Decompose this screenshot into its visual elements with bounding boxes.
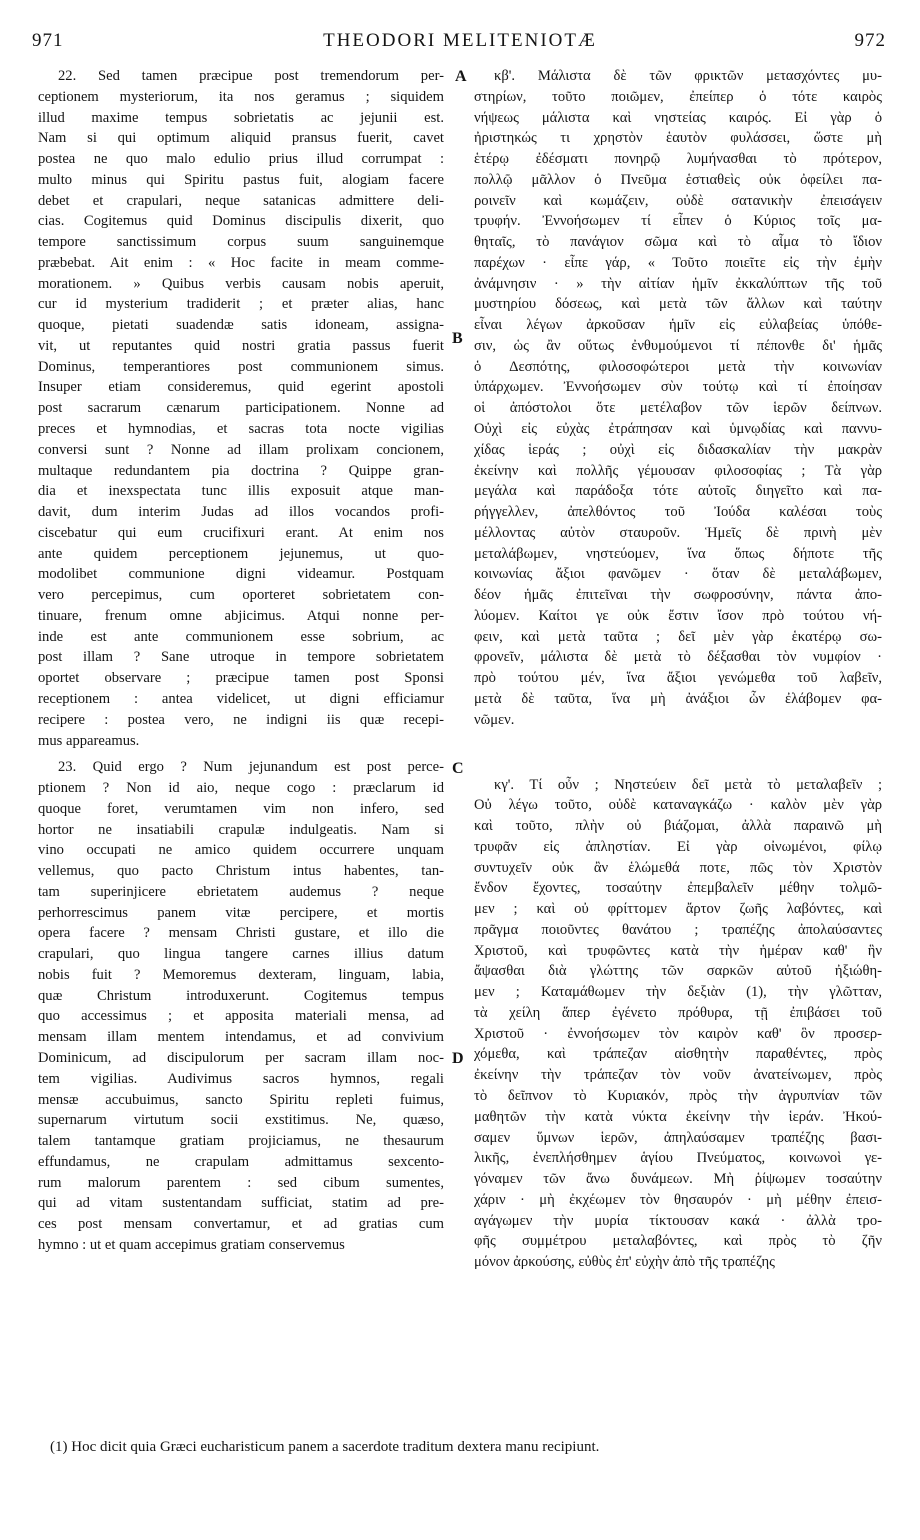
- text-line: εἶναι λέγων ἀρκοῦσαν ἡμῖν εἰς εὐλαβείας ὑπόθε-: [474, 317, 882, 334]
- text-line: dia et inexspectata tunc illis exposuit atque man-: [38, 483, 444, 500]
- text-line: ἄψασθαι διὰ γλώττης τῶν σαρκῶν αὐτοῦ ἠξιώθη-: [474, 963, 882, 980]
- text-line: τὰ χείλη ἅπερ ἐγένετο πρόθυρα, τῇ ἐπιβάσει τοῦ: [474, 1004, 882, 1021]
- right-page-number: 972: [854, 30, 886, 51]
- text-line: talem tantamque gratiam projiciamus, ne thesaurum: [38, 1133, 444, 1150]
- text-line: tem vigilias. Audivimus sacros hymnos, regali: [38, 1070, 444, 1087]
- text-line: tam superinjicere ebrietatem audemus ? neque: [38, 883, 444, 900]
- text-line: καὶ τοῦτο, πλὴν οὐ βιάζομαι, ἀλλὰ παραινῶ μὴ: [474, 818, 882, 835]
- text-line: φειν, καὶ μετὰ ταῦτα ; δεῖ μὲν γὰρ ἑκατέρῳ σω-: [474, 628, 882, 645]
- text-line: davit, dum interim Judas ad illos vocandos profi-: [38, 504, 444, 521]
- text-line: μόνον ἀρκούσης, εὐθὺς ἐπ' εὐχὴν ἀπὸ τῆς τραπέζης: [474, 1254, 775, 1271]
- text-line: μέλλοντας αὐτὸν σταυροῦν. Ἡμεῖς δὲ πρινὴ μὲν: [474, 524, 882, 541]
- text-line: οἱ ἀπόστολοι ὅτε μετέλαβον τῶν ἱερῶν δείπνων.: [474, 400, 882, 417]
- text-line: receptionem : antea videlicet, ut digni efficiamur: [38, 690, 444, 707]
- text-line: mensam illam mentem intendamus, et ad convivium: [38, 1029, 444, 1046]
- text-line: ces post mensam convertamur, et ad gratias cum: [38, 1216, 444, 1233]
- text-line: σαμεν ὕμνων ἱερῶν, ἀπηλαύσαμεν τραπέζης βασι-: [474, 1129, 882, 1146]
- text-line: ἔνδον ἔχοντες, τοσαύτην ἐπεμβαλεῖν μέθην τολμῶ-: [474, 880, 882, 897]
- text-line: post illam ? Sane utroque in tempore sobrietatem: [38, 649, 444, 666]
- margin-marker-b: B: [452, 330, 463, 347]
- text-line: Οὐχὶ εἰς εὐχὰς ἐτράπησαν καὶ ὑμνῳδίας καὶ παννυ-: [474, 421, 882, 438]
- text-line: tinuare, frenum omne abjicimus. Atqui nonne per-: [38, 607, 444, 624]
- margin-marker-d: D: [452, 1050, 464, 1067]
- text-line: πρᾶγμα ποιοῦντες θανάτου ; τραπέζης ἀπολαύσαντες: [474, 921, 882, 938]
- text-line: χάριν · μὴ ἐκχέωμεν τὸν θησαυρόν · μὴ μέθην ἐπεισ-: [474, 1191, 882, 1208]
- text-line: Χριστοῦ, καὶ τρυφῶντες κατὰ τὴν ἡμέραν καθ' ἣν: [474, 942, 882, 959]
- text-line: τρυφήν. Ἐννοήσωμεν τί εἶπεν ὁ Κύριος τοῖς μα-: [474, 213, 882, 230]
- text-line: conversi sunt ? Nonne ad illam prolixam concionem,: [38, 441, 444, 458]
- text-line: δέον ἡμᾶς ἐπιτεῖναι τὴν σωφροσύνην, πάντα ἀπο-: [474, 587, 882, 604]
- text-line: vino occupati ne amico quidem occurrere unquam: [38, 842, 444, 859]
- footnote: (1) Hoc dicit quia Græci eucharisticum panem a sacerdote traditum dextera manu recipiunt.: [50, 1439, 600, 1455]
- text-line: ροινεῖν καὶ κωμάζειν, οὐδὲ σατανικὴν ἐπεισάγειν: [474, 192, 882, 209]
- text-line: cias. Cogitemus quid Dominus discipulis dixerit, quo: [38, 213, 444, 230]
- text-line: ciscebatur qui eum crucifixuri erant. At enim nos: [38, 524, 444, 541]
- text-line: inde est ante communionem esse sobrium, ac: [38, 628, 444, 645]
- text-line: ἀνάμνησιν · » τὴν αἰτίαν ἡμῖν ἐκκαλύπτων τῆς τοῦ: [474, 275, 882, 292]
- text-line: μαθητῶν τὴν κατὰ νύκτα ἐκείνην τὴν ἱεράν. Ἠκού-: [474, 1108, 882, 1125]
- text-line: Οὐ λέγω τοῦτο, οὐδὲ καταναγκάζω · καλὸν μὲν γὰρ: [474, 797, 882, 814]
- text-line: Nam si qui optimum aliquid pransus fuerit, cavet: [38, 130, 444, 147]
- running-title: THEODORI MELITENIOTÆ: [323, 30, 597, 51]
- text-line: hortor ne insatiabili crapulæ indulgeatis. Nam si: [38, 821, 444, 838]
- text-line: tempore sanctissimum corpus suum sanguinemque: [38, 234, 444, 251]
- text-line: φῆς συμμέτρου μεταλαβόντες, καὶ πρὸς τὸ ζῆν: [474, 1233, 882, 1250]
- text-line: φρονεῖν, μάλιστα δὲ μετὰ τὸ δέξασθαι τὸν νυμφίον ·: [474, 649, 882, 666]
- text-line: Insuper etiam consideremus, quid egerint apostoli: [38, 379, 444, 396]
- text-line: ἠριστηκώς τι χρηστὸν ἑαυτὸν φυλάσσει, ὥστε μὴ: [474, 130, 882, 147]
- text-line: Dominus, temperantiores post communionem simus.: [38, 358, 444, 375]
- margin-marker-c: C: [452, 760, 464, 777]
- text-line: debet et crapulari, neque satanicas admittere deli-: [38, 192, 444, 209]
- text-line: ὑπάρχωμεν. Ἐννοήσωμεν σὺν τούτῳ καὶ τί ἐποίησαν: [474, 379, 882, 396]
- text-line: opera facere ? mensam Christi gustare, et illo die: [38, 925, 444, 942]
- latin-column: [38, 66, 444, 1256]
- text-line: supernarum virtutum socii exstitimus. Ne, quæso,: [38, 1112, 444, 1129]
- text-line: Χριστοῦ · ἐννοήσωμεν τὸν καιρὸν καθ' ὃν προσερ-: [474, 1025, 882, 1042]
- text-line: 22. Sed tamen præcipue post tremendorum per-: [58, 68, 444, 84]
- text-line: modolibet communione digni videamur. Postquam: [38, 566, 444, 583]
- text-line: qui ad vitam sustentandam sufficiat, statim ad pre-: [38, 1195, 444, 1212]
- text-line: θηταῖς, τὸ πανάγιον σῶμα καὶ τὸ αἷμα τὸ ἴδιον: [474, 234, 882, 251]
- text-line: μυστηρίου δόσεως, καὶ μετὰ τῶν ἄλλων καὶ ταύτην: [474, 296, 882, 313]
- text-line: ἐκείνην τὴν τράπεζαν τὸν νοῦν ἀνατείνωμεν, πρὸς: [474, 1067, 882, 1084]
- text-line: κγ'. Τί οὖν ; Νηστεύειν δεῖ μετὰ τὸ μεταλαβεῖν ;: [494, 776, 882, 793]
- text-line: vit, ut reputantes quid nostri gratia passus fuerit: [38, 337, 444, 354]
- text-line: ptionem ? Non id aio, neque cogo : præclarum id: [38, 780, 444, 797]
- text-line: nobis fuit ? Memoremus dexteram, linguam, labia,: [38, 966, 444, 983]
- text-line: crapulari, quo lingua tangere carnes illius datum: [38, 946, 444, 963]
- text-line: λικῆς, ἐνεπλήσθημεν ἁγίου Πνεύματος, κοινωνοὶ γε-: [474, 1150, 882, 1167]
- latin-paragraph-22: [38, 66, 444, 751]
- text-line: μεγάλα καὶ παράδοξα τότε αὐτοῖς διηγεῖτο καὶ πα-: [474, 483, 882, 500]
- greek-paragraph-22: [474, 66, 882, 731]
- text-line: παρέχων · εἶπε γάρ, « Τοῦτο ποιεῖτε εἰς τὴν ἐμὴν: [474, 254, 882, 271]
- text-line: oportet observare ; præcipue tamen post Sponsi: [38, 670, 444, 687]
- page-header: [30, 30, 890, 58]
- text-line: μεταλάβωμεν, νηστεύομεν, ἵνα ὅπως δήποτε τῆς: [474, 545, 882, 562]
- text-line: μεν ; Καταμάθωμεν τὴν δεξιὰν (1), τὴν γλῶτταν,: [474, 984, 882, 1001]
- text-line: σιν, ὡς ἂν οὕτως ἐνθυμούμενοι τί πέπονθε δι' ἡμᾶς: [474, 337, 882, 354]
- text-line: μεν ; καὶ οὐ φρίττομεν ἄρτον ζωῆς λαβόντες, καὶ: [474, 901, 882, 918]
- text-line: ὁ Δεσπότης, φιλοσοφώτεροι μετὰ τὴν κοινωνίαν: [474, 358, 882, 375]
- text-line: cur id mysterium tradiderit ; et præter alias, hanc: [38, 296, 444, 313]
- text-line: morationem. » Quibus verbis causam nobis aperuit,: [38, 275, 444, 292]
- text-line: multaque redundantem pia doctrina ? Quippe gran-: [38, 462, 444, 479]
- text-line: preces et hymnodias, et sacras tota nocte vigilias: [38, 421, 444, 438]
- text-line: λύομεν. Καίτοι γε οὐκ ἔστιν ἴσον πρὸ τούτου νή-: [474, 607, 882, 624]
- margin-marker-a: A: [455, 68, 467, 85]
- text-line: πολλῷ μᾶλλον ὁ Πνεῦμα ἑστιαθεὶς οὐκ ὀφείλει πα-: [474, 171, 882, 188]
- text-line: 23. Quid ergo ? Num jejunandum est post perce-: [58, 759, 444, 776]
- text-line: rum malorum parentem : sed cibum sumentes,: [38, 1174, 444, 1191]
- text-line: quæ Christum introduxerunt. Cogitemus tempus: [38, 987, 444, 1004]
- text-line: post sacrarum cænarum participationem. Nonne ad: [38, 400, 444, 417]
- text-line: πρὸ τούτου μέν, ἵνα ἄξιοι γενώμεθα τοῦ λαβεῖν,: [474, 670, 882, 687]
- latin-paragraph-23: [38, 757, 444, 1255]
- text-line: quo accessimus ; et apposita materiali mensa, ad: [38, 1008, 444, 1025]
- text-line: quoque foret, verumtamen vim non infero, sed: [38, 800, 444, 817]
- text-line: præbebat. Ait enim : « Hoc facite in meam comme-: [38, 254, 444, 271]
- text-line: vellemus, quo pacto Christum intus habentes, tan-: [38, 863, 444, 880]
- greek-paragraph-23: [474, 775, 882, 1273]
- text-line: χίδας ἱεράς ; οὐχὶ εἰς διδασκαλίαν τὴν μακρὰν: [474, 441, 882, 458]
- text-line: γόναμεν τῶν ἄνω δυνάμεων. Μὴ ῥίψωμεν τοσαύτην: [474, 1171, 882, 1188]
- text-line: συντυχεῖν οὐκ ἂν ἑλώμεθά ποτε, πῶς τὸν Χριστὸν: [474, 859, 882, 876]
- text-line: effundamus, ne crapulam admittamus sexcento-: [38, 1153, 444, 1170]
- text-line: Dominicum, ad discipulorum per sacram illam noc-: [38, 1049, 444, 1066]
- text-line: postea ne quo malo edulio prius illud corrumpat :: [38, 151, 444, 168]
- text-line: illud maxime tempus sobrietatis ac jejunii est.: [38, 109, 444, 126]
- text-line: hymno : ut et quam accepimus gratiam conservemus: [38, 1236, 345, 1253]
- text-line: κοινωνίας ἄξιοι φανῶμεν · ὅταν δὲ μεταλάβωμεν,: [474, 566, 882, 583]
- text-line: mus appareamus.: [38, 732, 140, 749]
- text-line: quoque, pietati suadendæ satis idoneam, assigna-: [38, 317, 444, 334]
- text-line: ἐκείνην καὶ πολλῆς γέμουσαν φιλοσοφίας ; Τὰ γὰρ: [474, 462, 882, 479]
- greek-column: [474, 66, 882, 1273]
- text-line: τρυφᾶν εἰς ἀπληστίαν. Εἰ γὰρ οἰνωμένοι, φίλῳ: [474, 838, 882, 855]
- text-line: νήψεως μάλιστα καὶ νηστείας καιρός. Εἰ γὰρ ὁ: [474, 109, 882, 126]
- text-line: multo minus qui Spiritu pastus fuit, alogiam facere: [38, 171, 444, 188]
- text-line: ante quidem perceptionem jejunemus, ut quo-: [38, 545, 444, 562]
- text-line: κβ'. Μάλιστα δὲ τῶν φρικτῶν μετασχόντες μυ-: [494, 68, 882, 84]
- text-line: ρήγγελλεν, ἀπελθόντος τοῦ Ἰούδα καλέσαι τοὺς: [474, 504, 882, 521]
- left-page-number: 971: [32, 30, 64, 51]
- text-line: ceptionem mysteriorum, ita nos geramus ; siquidem: [38, 88, 444, 105]
- text-line: στηρίων, τοῦτο ποιῶμεν, ἐπείπερ ὁ τότε καιρὸς: [474, 88, 882, 105]
- text-line: τὸ δεῖπνον τὸ Κυριακόν, πρὸς τὴν ἀγρυπνίαν τῶν: [474, 1087, 882, 1104]
- text-line: mensæ accubuimus, sancto Spiritu repleti fuimus,: [38, 1091, 444, 1108]
- text-line: recipere : postea vero, ne indigni iis quæ recepi-: [38, 711, 444, 728]
- text-line: χόμεθα, καὶ τράπεζαν αἰσθητὴν παραθέντες, πρὸς: [474, 1046, 882, 1063]
- text-line: μετὰ δὲ ταῦτα, ἵνα μὴ ἀνάξιοι ὧν ἐλάβομεν φα-: [474, 690, 882, 707]
- paragraph-gap: [474, 731, 882, 775]
- text-line: νῶμεν.: [474, 711, 515, 728]
- text-line: αγάγωμεν τὴν μυρία τίκτουσαν κακά · ἀλλὰ τρο-: [474, 1212, 882, 1229]
- text-line: vero percepimus, cum oporteret sobrietatem con-: [38, 587, 444, 604]
- text-line: ἑτέρῳ ἐδέσματι πονηρῷ λυμήνασθαι τὸ πρότερον,: [474, 151, 882, 168]
- text-line: perhorrescimus panem vitæ percipere, et mortis: [38, 904, 444, 921]
